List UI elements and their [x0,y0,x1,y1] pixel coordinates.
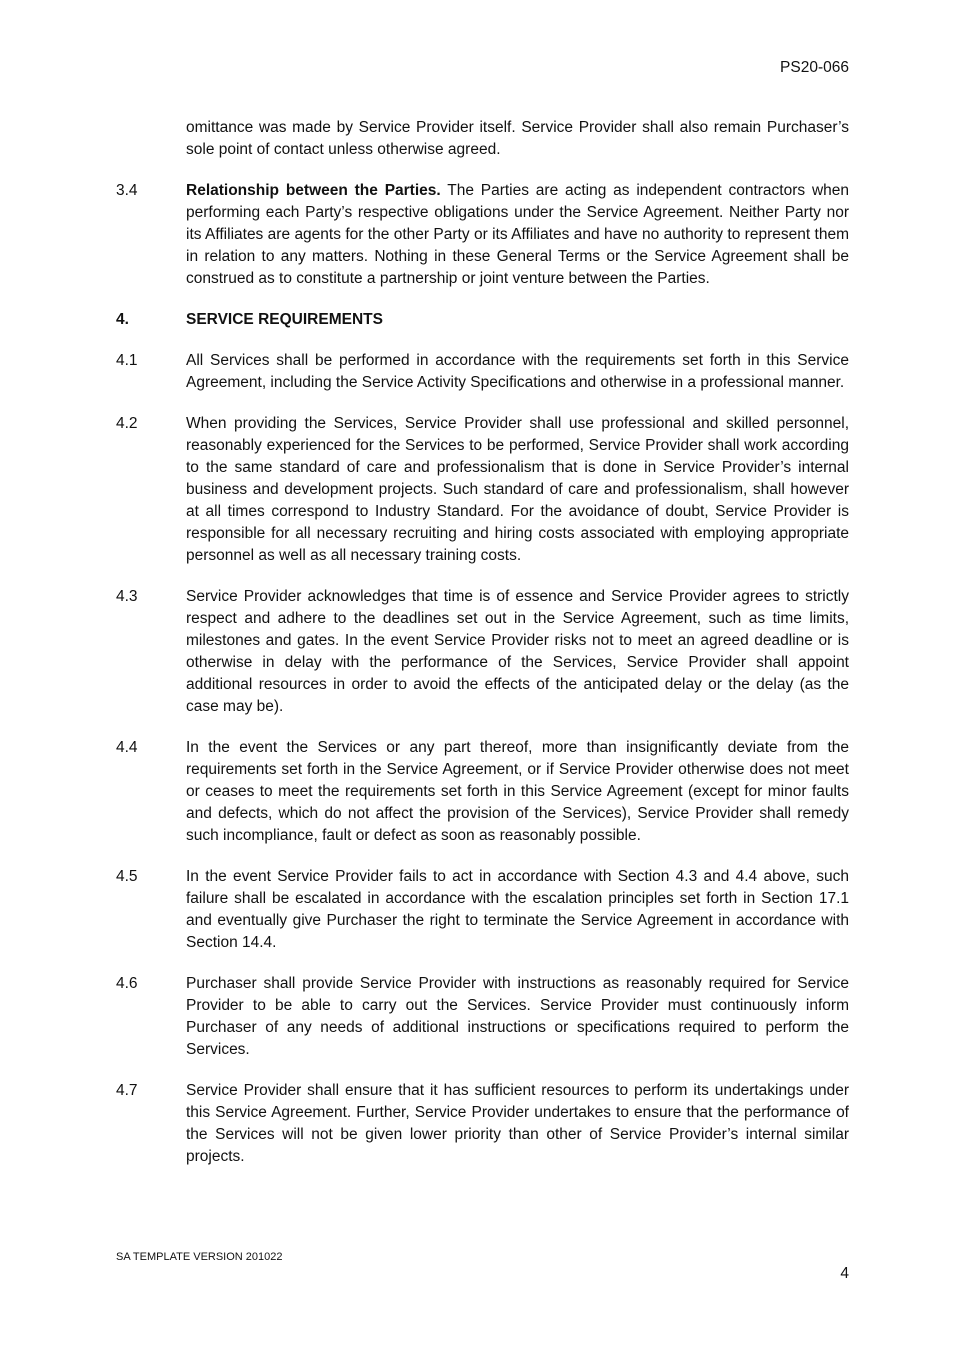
paragraph-4-6 [116,973,849,1061]
section-heading-4 [116,309,849,331]
paragraph-number: 3.4 [116,182,138,199]
paragraph-number: 4.2 [116,415,138,432]
paragraph-4-2 [116,413,849,567]
paragraph-number: 4.5 [116,868,138,885]
paragraph-text: In the event Service Provider fails to act in accordance with Section 4.3 and 4.4 above, such failure shall be escalated in accordance with the escalation principles set forth in Section 17.1 and eventually give Purchaser the right to terminate the Service Agreement in accordance with Section 14.4. [186,868,849,951]
paragraph-text: When providing the Services, Service Provider shall use professional and skilled personnel, reasonably experienced for the Services to be performed, Service Provider shall work according to the same standard of care and professionalism that is done in Service Provider’s internal business and development projects. Such standard of care and professionalism, shall however at all times correspond to Industry Standard. For the avoidance of doubt, Service Provider is responsible for all necessary recruiting and hiring costs associated with employing appropriate personnel as well as all necessary training costs. [186,415,849,564]
paragraph-text: All Services shall be performed in accordance with the requirements set forth in this Service Agreement, including the Service Activity Specifications and otherwise in a professional manner. [186,352,849,391]
paragraph-number: 4.7 [116,1082,138,1099]
paragraph-number [116,117,186,161]
section-title: SERVICE REQUIREMENTS [186,311,383,328]
paragraph-4-5 [116,866,849,954]
paragraph-number: 4.6 [116,975,138,992]
paragraph-4-3 [116,586,849,718]
paragraph-text [186,180,849,290]
paragraph-number: 4.1 [116,352,138,369]
paragraph-text: Service Provider shall ensure that it has sufficient resources to perform its undertakings under this Service Agreement. Further, Service Provider undertakes to ensure that the performance of the Services will not be given lower priority than other of Service Provider’s internal similar projects. [186,1082,849,1165]
template-version: SA TEMPLATE VERSION 201022 [116,1251,283,1263]
page-number: 4 [840,1265,849,1282]
paragraph-number: 4.3 [116,588,138,605]
paragraph-text: Service Provider acknowledges that time is of essence and Service Provider agrees to strictly respect and adhere to the deadlines set out in the Service Agreement, such as time limits, milestones and gates. In the event Service Provider risks not to meet an agreed deadline or is otherwise in delay with the performance of the Services, Service Provider shall appoint additional resources in order to avoid the effects of the anticipated delay or the delay (as the case may be). [186,588,849,715]
document-id: PS20-066 [780,59,849,76]
document-body [116,117,849,1187]
paragraph-number: 4.4 [116,739,138,756]
paragraph-continuation [116,117,849,161]
section-number: 4. [116,311,129,328]
paragraph-3-4 [116,180,849,290]
paragraph-body: The Parties are acting as independent contractors when performing each Party’s respective obligations under the Service Agreement. Neither Party nor its Affiliates are agents for the other Party or its Affiliates and have no authority to represent them in relation to any matters. Nothing in these General Terms or the Service Agreement shall be construed as to constitute a partnership or joint venture between the Parties. [186,182,850,287]
paragraph-4-7 [116,1080,849,1168]
paragraph-title: Relationship between the Parties. [186,182,441,199]
paragraph-text: Purchaser shall provide Service Provider with instructions as reasonably required for Service Provider to be able to carry out the Services. Service Provider must continuously inform Purchaser of any needs of additional instructions or specifications required to perform the Services. [186,975,849,1058]
paragraph-text: In the event the Services or any part thereof, more than insignificantly deviate from the requirements set forth in the Service Agreement, or if Service Provider otherwise does not meet or ceases to meet the requirements set forth in this Service Agreement (except for minor faults and defects, which do not affect the provision of the Services), Service Provider shall remedy such incompliance, fault or defect as soon as reasonably possible. [186,739,849,844]
paragraph-4-4 [116,737,849,847]
paragraph-4-1 [116,350,849,394]
paragraph-text: omittance was made by Service Provider itself. Service Provider shall also remain Purchaser’s sole point of contact unless otherwise agreed. [186,119,849,158]
